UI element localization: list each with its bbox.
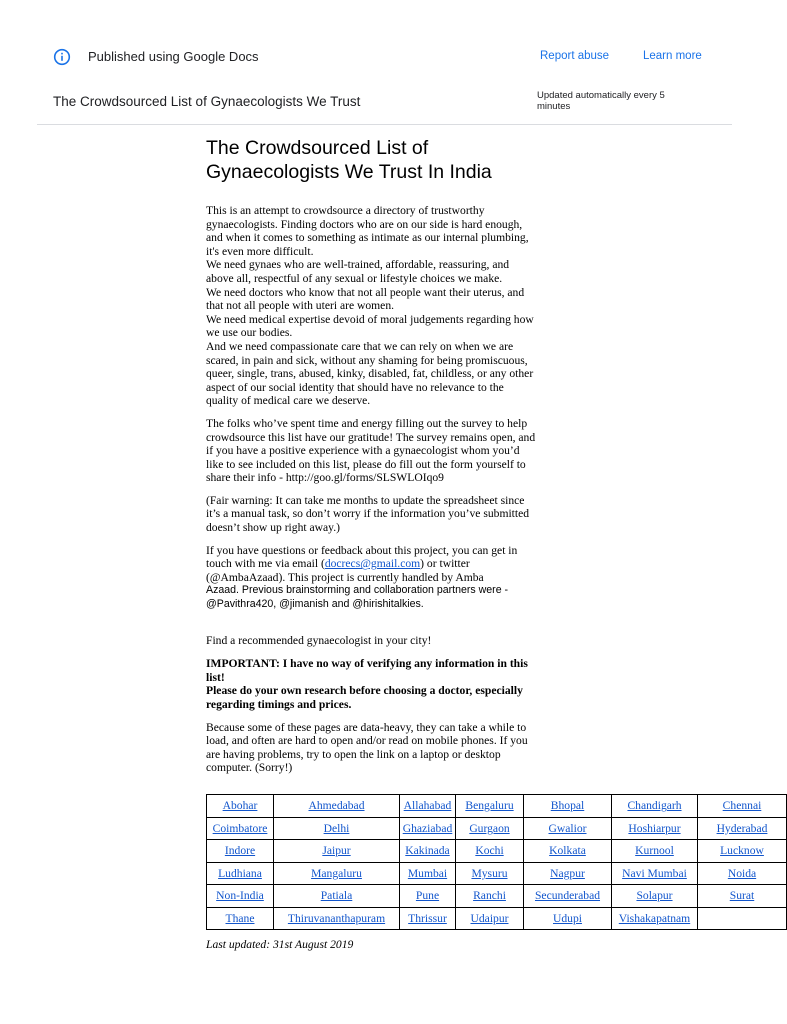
- publish-banner: [0, 0, 768, 125]
- city-cell: [456, 795, 524, 818]
- important-line: IMPORTANT: I have no way of verifying any information in this: [206, 657, 528, 671]
- city-link[interactable]: Gwalior: [548, 821, 587, 835]
- city-link[interactable]: Chennai: [722, 799, 762, 813]
- city-cell: [207, 840, 274, 863]
- city-link[interactable]: Jaipur: [322, 844, 351, 858]
- city-link[interactable]: Hyderabad: [716, 821, 768, 835]
- data-heavy-line: computer. (Sorry!): [206, 761, 293, 775]
- city-link[interactable]: Chandigarh: [627, 799, 682, 813]
- city-link[interactable]: Delhi: [323, 821, 350, 835]
- city-cell: [698, 907, 787, 930]
- city-link[interactable]: Ghaziabad: [402, 821, 453, 835]
- city-table-row: [207, 817, 787, 840]
- city-link[interactable]: Ranchi: [473, 889, 506, 903]
- city-cell: [456, 907, 524, 930]
- intro-line: This is an attempt to crowdsource a directory of trustworthy: [206, 204, 485, 217]
- city-cell: [612, 795, 698, 818]
- intro-paragraph: [206, 204, 562, 408]
- important-notice: [206, 657, 562, 711]
- warning-paragraph: [206, 494, 562, 535]
- warning-line: (Fair warning: It can take me months to update the spreadsheet since: [206, 493, 525, 507]
- last-updated-note: Last updated: 31st August 2019: [206, 938, 354, 951]
- city-link[interactable]: Noida: [727, 866, 757, 880]
- city-link[interactable]: Bengaluru: [465, 799, 514, 813]
- header-divider: [37, 124, 732, 125]
- city-link[interactable]: Lucknow: [720, 844, 764, 858]
- city-cell: [456, 817, 524, 840]
- city-cell: [274, 907, 400, 930]
- city-link[interactable]: Coimbatore: [212, 821, 268, 835]
- learn-more-link[interactable]: Learn more: [643, 50, 702, 62]
- city-cell: [400, 862, 456, 885]
- warning-line: doesn’t show up right away.): [206, 521, 340, 535]
- city-link[interactable]: Thrissur: [408, 911, 447, 925]
- city-cell: [698, 817, 787, 840]
- intro-line: aspect of our social identity that should have no relevance to the: [206, 380, 504, 394]
- intro-line: scared, in pain and sick, without any shaming for being promiscuous,: [206, 353, 528, 367]
- city-link[interactable]: Hoshiarpur: [628, 821, 681, 835]
- city-link[interactable]: Mumbai: [407, 866, 448, 880]
- warning-line: it’s a manual task, so don’t worry if the information you’ve submitted: [206, 507, 530, 521]
- city-cell: [698, 862, 787, 885]
- survey-line: The folks who’ve spent time and energy filling out the survey to help: [206, 416, 528, 430]
- city-cell: [612, 840, 698, 863]
- city-cell: [456, 885, 524, 908]
- document-header-title: The Crowdsourced List of Gynaecologists We Trust: [53, 94, 361, 109]
- contact-line: @Pavithra420, @jimanish and @hirishitalkies.: [206, 598, 424, 611]
- intro-line: We need doctors who know that not all people want their uterus, and: [206, 285, 525, 299]
- city-cell: [612, 817, 698, 840]
- city-cell: [274, 795, 400, 818]
- city-cell: [400, 885, 456, 908]
- find-city-text: Find a recommended gynaecologist in your city!: [206, 633, 432, 647]
- city-link[interactable]: Thane: [225, 911, 255, 925]
- intro-line: gynaecologists. Finding doctors who are on our side is hard enough,: [206, 217, 523, 231]
- intro-line: queer, single, trans, abused, kinky, disabled, fat, childless, or any other: [206, 367, 534, 381]
- auto-update-note: Updated automatically every 5 minutes: [537, 90, 665, 112]
- city-table: [206, 794, 787, 930]
- city-cell: [207, 795, 274, 818]
- city-link[interactable]: Mangaluru: [311, 866, 362, 880]
- data-heavy-line: are having problems, try to open the link on a laptop or desktop: [206, 747, 501, 761]
- survey-line: crowdsource this list have our gratitude! The survey remains open, and: [206, 430, 536, 444]
- city-cell: [400, 817, 456, 840]
- important-line: Please do your own research before choosing a doctor, especially: [206, 684, 523, 698]
- city-table-row: [207, 795, 787, 818]
- city-table-row: [207, 907, 787, 930]
- contact-line: (@AmbaAzaad). This project is currently handled by Amba: [206, 570, 484, 584]
- city-cell: [274, 862, 400, 885]
- city-cell: [524, 795, 612, 818]
- important-line: regarding timings and prices.: [206, 698, 352, 711]
- city-cell: [400, 907, 456, 930]
- contact-line: If you have questions or feedback about this project, you can get in: [206, 543, 518, 557]
- city-link[interactable]: Secunderabad: [534, 889, 601, 903]
- email-link[interactable]: docrecs@gmail.com: [324, 557, 421, 571]
- city-table-row: [207, 840, 787, 863]
- city-cell: [274, 885, 400, 908]
- city-link[interactable]: Abohar: [222, 799, 258, 813]
- survey-line: if you have a positive experience with a gynaecologist whom you’d: [206, 444, 520, 458]
- city-cell: [524, 840, 612, 863]
- city-cell: [524, 885, 612, 908]
- city-link[interactable]: Pune: [415, 889, 440, 903]
- city-table-row: [207, 885, 787, 908]
- city-cell: [207, 907, 274, 930]
- city-link[interactable]: Gurgaon: [469, 821, 510, 835]
- city-link[interactable]: Mysuru: [471, 866, 508, 880]
- city-cell: [612, 907, 698, 930]
- city-cell: [524, 907, 612, 930]
- city-cell: [698, 885, 787, 908]
- city-cell: [400, 795, 456, 818]
- city-link[interactable]: Navi Mumbai: [622, 866, 687, 880]
- info-icon[interactable]: [53, 48, 71, 66]
- survey-line: like to see included on this list, please do fill out the form yourself to: [206, 457, 526, 471]
- city-link[interactable]: Non-India: [216, 889, 264, 903]
- city-cell: [612, 885, 698, 908]
- intro-line: And we need compassionate care that we can rely on when we are: [206, 339, 514, 353]
- contact-paragraph: [206, 544, 562, 612]
- city-cell: [274, 840, 400, 863]
- city-cell: [456, 840, 524, 863]
- important-line: list!: [206, 670, 225, 684]
- city-link[interactable]: Kolkata: [549, 844, 586, 858]
- city-link[interactable]: Vishakapatnam: [618, 911, 691, 925]
- city-link[interactable]: Indore: [224, 844, 256, 858]
- city-link[interactable]: Kochi: [475, 844, 504, 858]
- intro-line: We need medical expertise devoid of moral judgements regarding how: [206, 312, 534, 326]
- city-cell: [274, 817, 400, 840]
- intro-line: quality of medical care we deserve.: [206, 394, 371, 408]
- city-cell: [207, 817, 274, 840]
- city-cell: [698, 840, 787, 863]
- city-cell: [698, 795, 787, 818]
- data-heavy-note: [206, 721, 562, 775]
- document-body: [206, 136, 562, 784]
- report-abuse-link[interactable]: Report abuse: [540, 50, 610, 62]
- intro-line: We need gynaes who are well-trained, affordable, reassuring, and: [206, 258, 510, 272]
- city-link[interactable]: Nagpur: [550, 866, 585, 880]
- intro-line: it's even more difficult.: [206, 244, 314, 258]
- city-link[interactable]: Surat: [729, 889, 755, 903]
- contact-line: [206, 557, 562, 571]
- intro-line: we use our bodies.: [206, 326, 293, 340]
- city-link[interactable]: Allahabad: [403, 799, 452, 813]
- intro-line: and when it comes to something as intimate as our internal plumbing,: [206, 231, 529, 245]
- city-cell: [207, 862, 274, 885]
- survey-paragraph: [206, 417, 562, 485]
- contact-text: touch with me via email (: [206, 557, 325, 571]
- page-title: The Crowdsourced List of Gynaecologists We Trust In India: [206, 137, 492, 183]
- city-cell: [524, 862, 612, 885]
- city-cell: [207, 885, 274, 908]
- city-link[interactable]: Ludhiana: [218, 866, 262, 880]
- contact-text: ) or twitter: [420, 557, 470, 571]
- published-label: Published using Google Docs: [88, 49, 259, 64]
- city-link[interactable]: Kurnool: [635, 844, 674, 858]
- city-cell: [612, 862, 698, 885]
- city-cell: [400, 840, 456, 863]
- city-link[interactable]: Solapur: [636, 889, 673, 903]
- city-table-container: [206, 794, 768, 930]
- city-link[interactable]: Ahmedabad: [308, 799, 365, 813]
- data-heavy-line: load, and often are hard to open and/or read on mobile phones. If you: [206, 734, 528, 748]
- survey-line: share their info - http://goo.gl/forms/SLSWLOIqo9: [206, 471, 444, 485]
- city-link[interactable]: Bhopal: [550, 799, 585, 813]
- city-link[interactable]: Udaipur: [470, 911, 509, 925]
- city-cell: [524, 817, 612, 840]
- city-link[interactable]: Thiruvananthapuram: [287, 911, 386, 925]
- city-link[interactable]: Patiala: [320, 889, 353, 903]
- city-link[interactable]: Udupi: [553, 911, 582, 925]
- city-link[interactable]: Kakinada: [405, 844, 450, 858]
- intro-line: that not all people with uteri are women.: [206, 299, 395, 313]
- city-cell: [456, 862, 524, 885]
- data-heavy-line: Because some of these pages are data-heavy, they can take a while to: [206, 720, 527, 734]
- contact-line: Azaad. Previous brainstorming and collaboration partners were -: [206, 584, 509, 597]
- intro-line: above all, respectful of any sexual or lifestyle choices we make.: [206, 271, 503, 285]
- city-table-row: [207, 862, 787, 885]
